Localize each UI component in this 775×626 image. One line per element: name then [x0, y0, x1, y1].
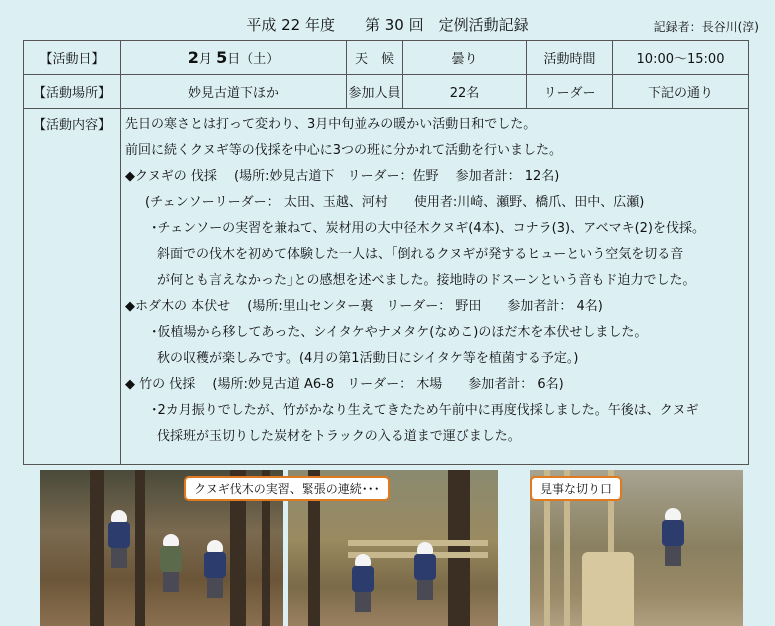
section-hodagi-line-1: ･仮植場から移してあった、シイタケやナメタケ(なめこ)のほだ木を本伏せしました。 [151, 325, 648, 340]
time-label: 活動時間 [527, 41, 613, 75]
section-hodagi-heading: ◆ホダ木の 本伏せ (場所:里山センター裏 リーダー： 野田 参加者計： 4名) [125, 299, 603, 314]
photo-caption-2: 見事な切り口 [530, 476, 622, 501]
place-value: 妙見古道下ほか [121, 75, 347, 109]
intro-line-2: 前回に続くクヌギ等の伐採を中心に3つの班に分かれて活動を行いました。 [125, 143, 563, 158]
section-kunugi-line-2: 斜面での伐木を初めて体験した一人は、｢倒れるクヌギが発するヒューという空気を切る音 [157, 247, 684, 262]
participants-label: 参加人員 [347, 75, 403, 109]
leader-value: 下記の通り [613, 75, 749, 109]
date-value: 2月 5日（土） [121, 41, 347, 75]
weather-value: 曇り [403, 41, 527, 75]
photo-caption-1: クヌギ伐木の実習、緊張の連続･･･ [184, 476, 390, 501]
section-kunugi-line-1: ･チェンソーの実習を兼ねて、炭材用の大中径木クヌギ(4本)、コナラ(3)、アベマキ(2)を伐採。 [151, 221, 705, 236]
page-title: 平成 22 年度 第 30 回 定例活動記録 [246, 16, 529, 34]
date-label: 【活動日】 [24, 41, 121, 75]
weather-label: 天 候 [347, 41, 403, 75]
section-kunugi-line-3: が何とも言えなかった｣との感想を述べました。接地時のドスーンという音もド迫力でした。 [157, 273, 696, 288]
section-bamboo-heading: ◆ 竹の 伐採 (場所:妙見古道 A6-8 リーダー： 木場 参加者計： 6名) [125, 377, 564, 392]
content-label: 【活動内容】 [24, 109, 121, 465]
activity-table [23, 40, 749, 465]
section-bamboo-line-2: 伐採班が玉切りした炭材をトラックの入る道まで運びました。 [157, 429, 521, 444]
leader-label: リーダー [527, 75, 613, 109]
intro-line-1: 先日の寒さとは打って変わり、3月中旬並みの暖かい活動日和でした。 [125, 117, 537, 132]
section-bamboo-line-1: ･2カ月振りでしたが、竹がかなり生えてきたため午前中に再度伐採しました。午後は、クヌギ [151, 403, 699, 418]
place-label: 【活動場所】 [24, 75, 121, 109]
time-value: 10:00～15:00 [613, 41, 749, 75]
photo-strip [40, 470, 743, 626]
section-kunugi-heading: ◆クヌギの 伐採 (場所:妙見古道下 リーダー：佐野 参加者計： 12名) [125, 169, 560, 184]
section-kunugi-sub: (チェンソーリーダー： 太田、玉越、河村 使用者:川崎、瀬野、橋爪、田中、広瀬) [145, 195, 645, 210]
recorder: 記録者：長谷川(淳) [653, 20, 759, 34]
content-body [121, 109, 749, 465]
section-hodagi-line-2: 秋の収穫が楽しみです。(4月の第1活動日にシイタケ等を植菌する予定。) [157, 351, 579, 366]
participants-value: 22名 [403, 75, 527, 109]
